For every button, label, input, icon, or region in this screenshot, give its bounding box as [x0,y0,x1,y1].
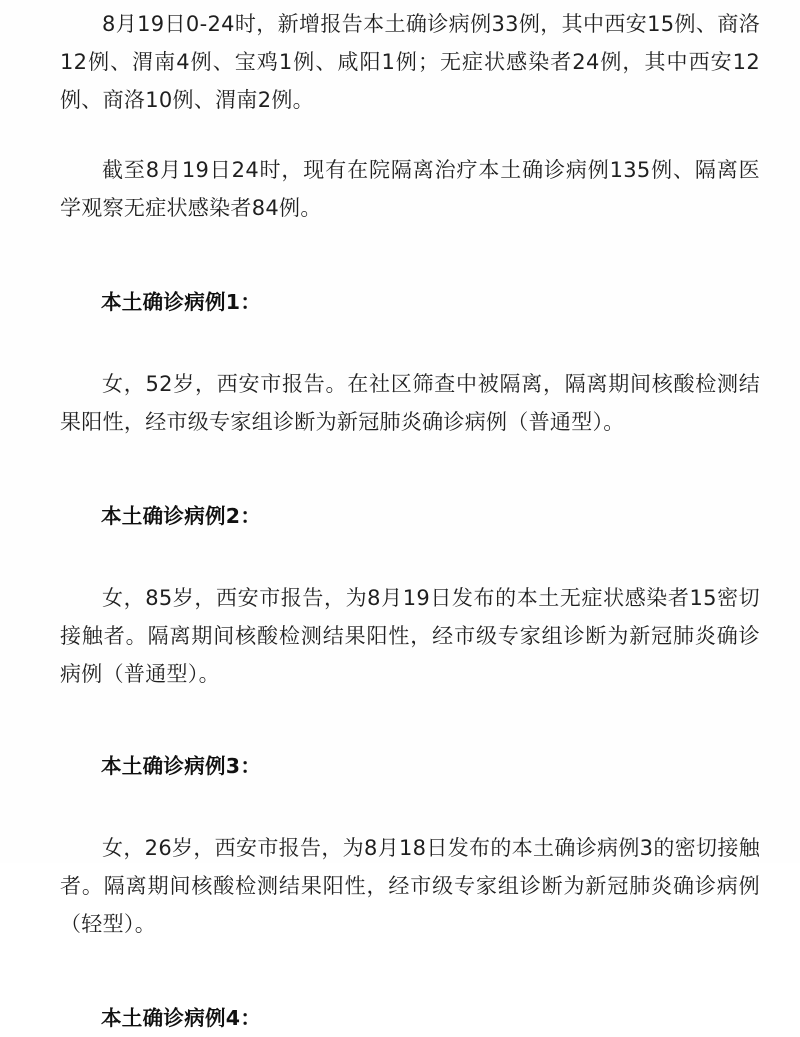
case-4-heading: 本土确诊病例4： [101,1006,262,1030]
case-1-heading: 本土确诊病例1： [101,290,262,314]
case-1-detail: 女，52岁，西安市报告。在社区筛查中被隔离，隔离期间核酸检测结果阳性，经市级专家组诊断为新冠肺炎确诊病例（普通型）。 [60,372,760,434]
case-3-detail: 女，26岁，西安市报告，为8月18日发布的本土确诊病例3的密切接触者。隔离期间核酸检测结果阳性，经市级专家组诊断为新冠肺炎确诊病例（轻型）。 [60,836,760,936]
document-content [60,0,760,1037]
cumulative-status-paragraph: 截至8月19日24时，现有在院隔离治疗本土确诊病例135例、隔离医学观察无症状感染者84例。 [60,158,760,220]
case-3-heading: 本土确诊病例3： [101,754,262,778]
case-2-detail: 女，85岁，西安市报告，为8月19日发布的本土无症状感染者15密切接触者。隔离期间核酸检测结果阳性，经市级专家组诊断为新冠肺炎确诊病例（普通型）。 [60,586,760,686]
daily-summary-paragraph: 8月19日0-24时，新增报告本土确诊病例33例，其中西安15例、商洛12例、渭南4例、宝鸡1例、咸阳1例；无症状感染者24例，其中西安12例、商洛10例、渭南2例。 [60,12,760,112]
case-2-heading: 本土确诊病例2： [101,504,262,528]
